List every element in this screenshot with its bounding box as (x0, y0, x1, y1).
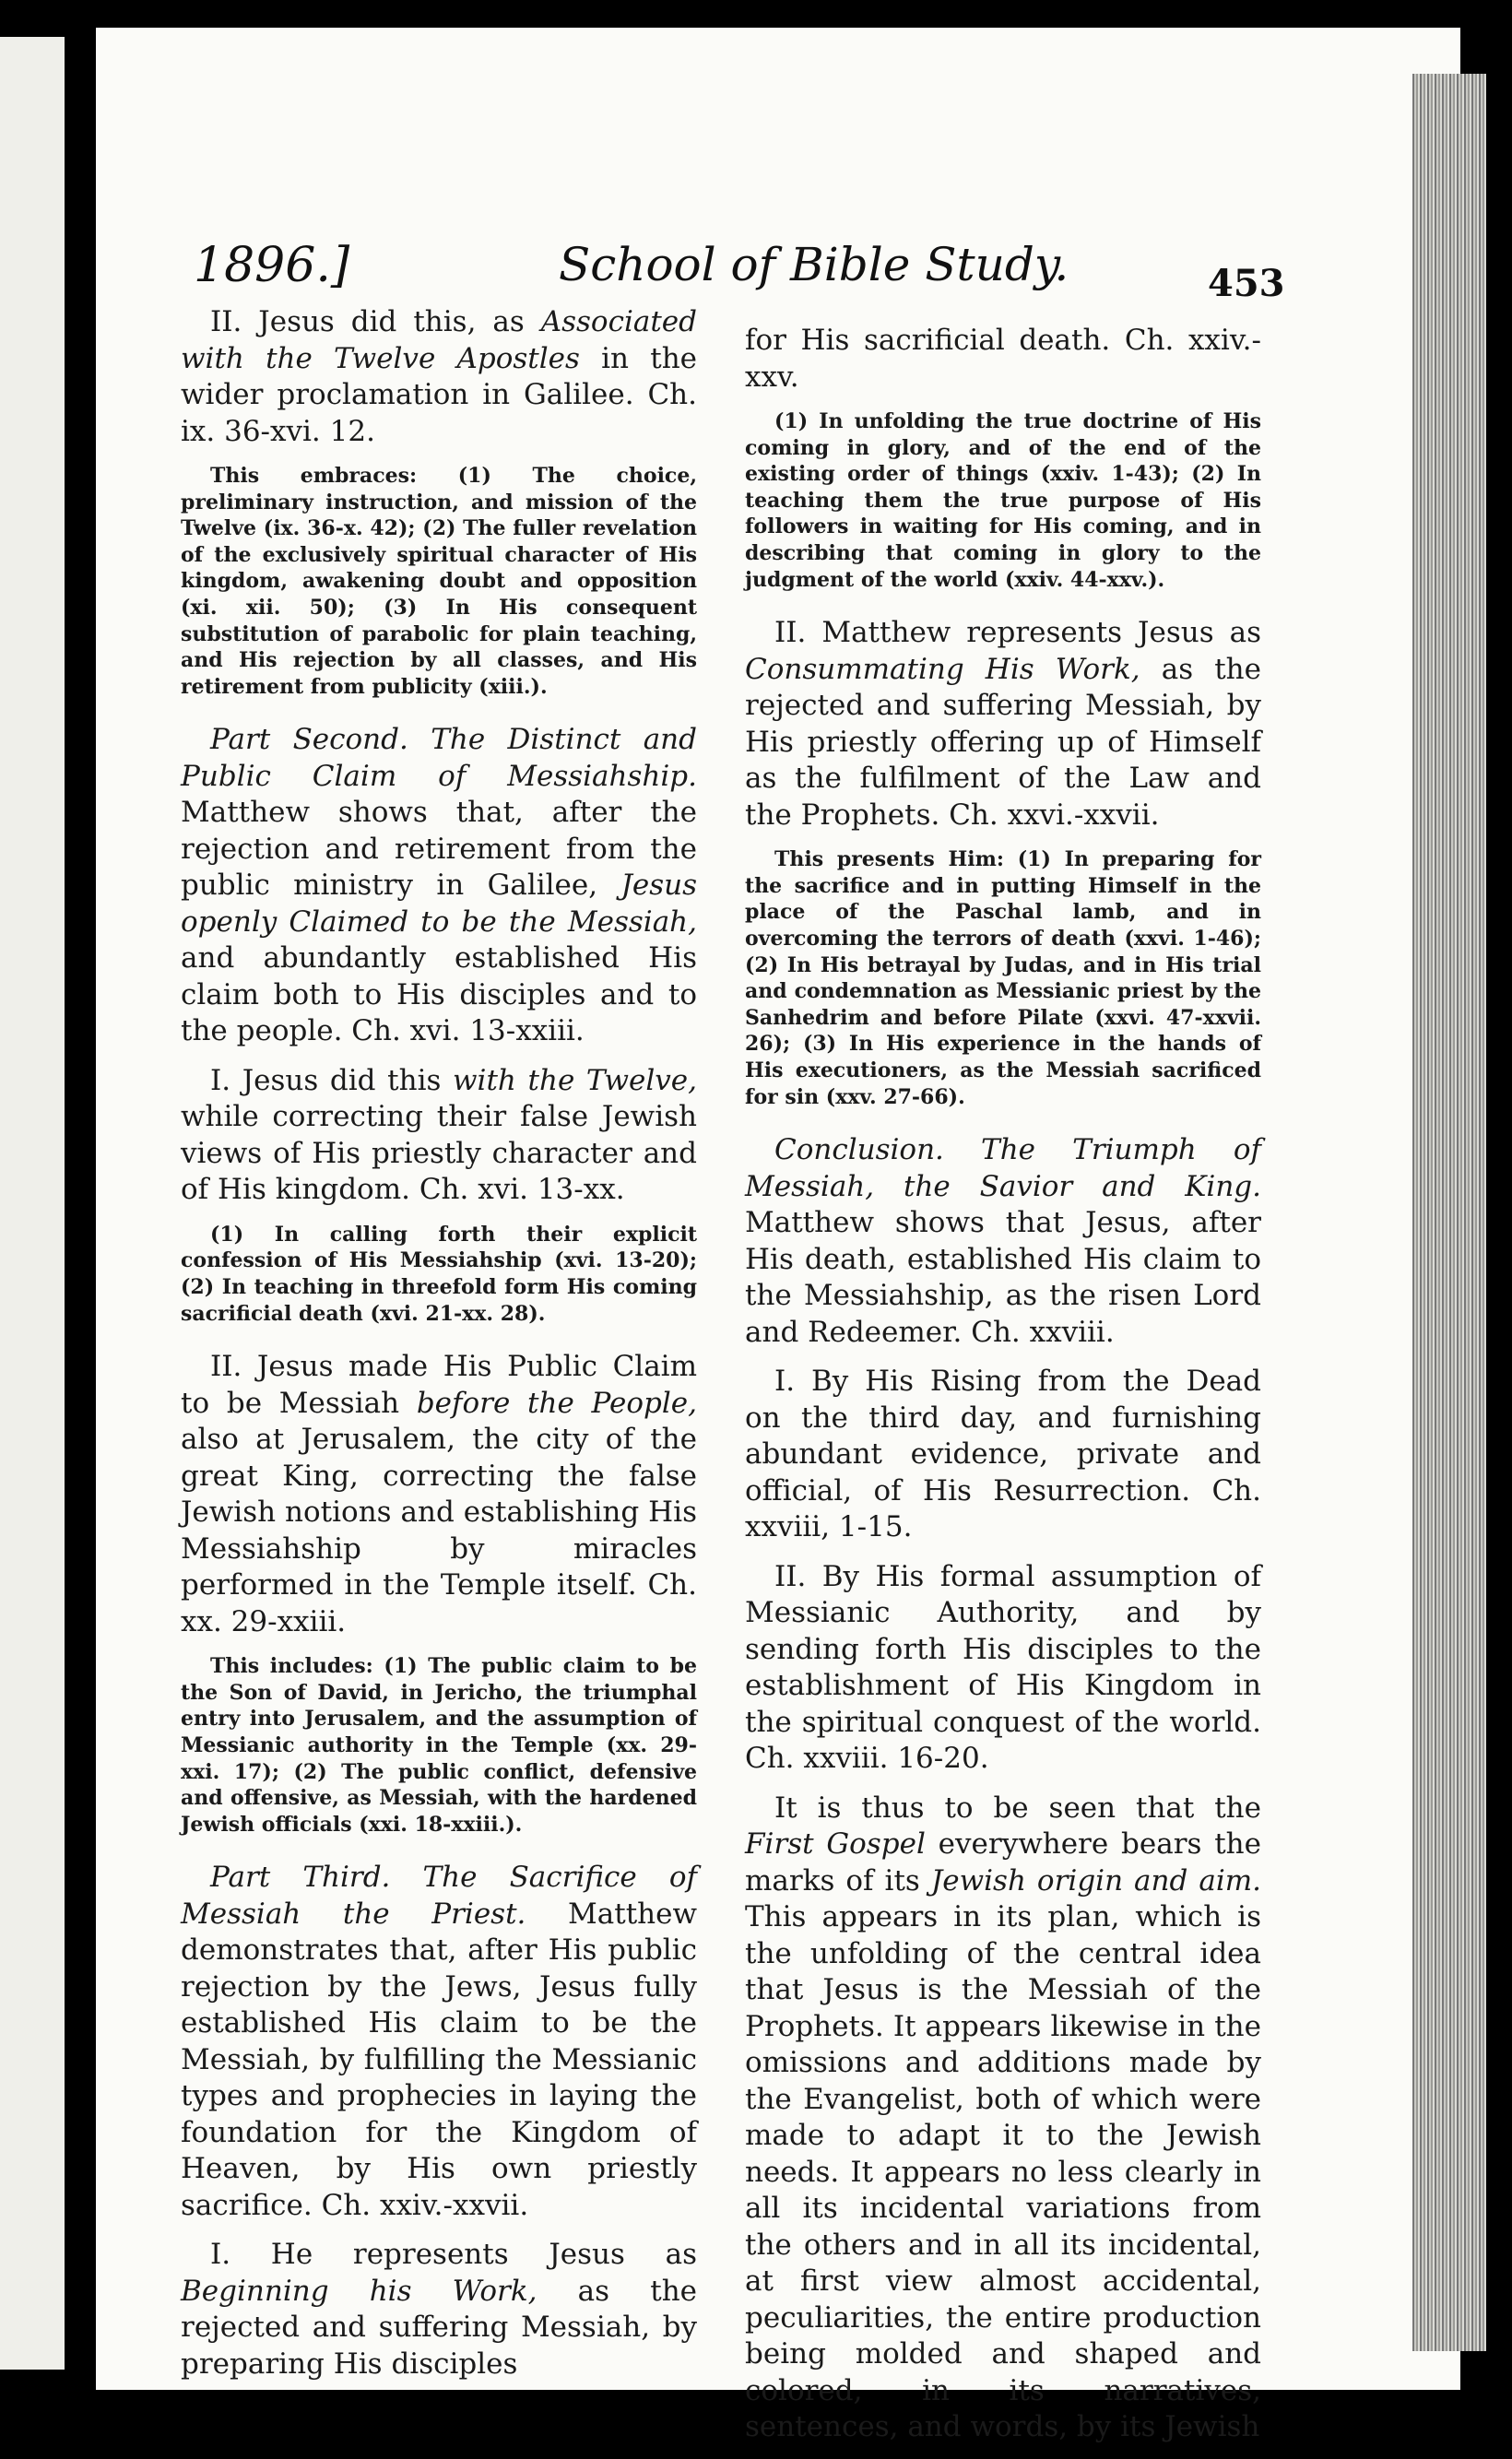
running-title: School of Bible Study. (559, 238, 1069, 291)
paragraph: II. Jesus made His Public Claim to be Messiah before the People, also at Jerusalem, the city of the great King, correcting the false Jewish notions and establishing His Messiahship by miracles performed in the Temple itself. Ch. xx. 29-xxiii. (181, 1350, 697, 1638)
footnote: (1) In unfolding the true doctrine of His coming in glory, and of the end of the existing order of things (xxiv. 1-43); (2) In teaching them the true purpose of His followers in waiting for His coming, and in describing that coming in glory to the judgment of the world (xxiv. 44-xxv.). (745, 409, 1261, 592)
paragraph: for His sacrificial death. Ch. xxiv.-xxv. (745, 324, 1261, 394)
paragraph: It is thus to be seen that the First Gospel everywhere bears the marks of its Jewish origin and aim. This appears in its plan, which is the unfolding of the central idea that Jesus is the Messiah of the Prophets. It appears likewise in the omissions and additions made by the Evangelist, both of which were made to adapt it to the Jewish needs. It appears no less clearly in all its incidental variations from the others and in all its incidental, at first view almost accidental, peculiarities, the entire production being molded and shaped and colored, in its narratives, sentences, and words, by its Jewish (745, 1791, 1261, 2444)
page-year: 1896.] (194, 238, 350, 293)
footnote: This presents Him: (1) In preparing for the sacrifice and in putting Himself in the place of the Paschal lamb, and in overcoming the terrors of death (xxvi. 1-46); (2) In His betrayal by Judas, and in His trial and condemnation as Messianic priest by the Sanhedrim and before Pilate (xxvi. 47-xxvii. 26); (3) In His experience in the hands of His executioners, as the Messiah sacrificed for sin (xxv. 27-66). (745, 847, 1261, 1109)
paragraph: II. Jesus did this, as Associated with the Twelve Apostles in the wider proclamation in Galilee. Ch. ix. 36-xvi. 12. (181, 305, 698, 448)
paragraph: II. By His formal assumption of Messianic Authority, and by sending forth His disciples to the establishment of His Kingdom in the spiritual conquest of the world. Ch. xxviii. 16-20. (745, 1559, 1261, 1776)
left-column (181, 304, 697, 2395)
paragraph: Conclusion. The Triumph of Messiah, the Savior and King. Matthew shows that Jesus, after His death, established His claim to the Messiahship, as the risen Lord and Redeemer. Ch. xxviii. (745, 1133, 1261, 1349)
paragraph: I. By His Rising from the Dead on the third day, and furnishing abundant evidence, private and official, of His Resurrection. Ch. xxviii, 1-15. (745, 1365, 1261, 1544)
paragraph: I. Jesus did this with the Twelve, while correcting their false Jewish views of His priestly character and of His kingdom. Ch. xvi. 13-xx. (181, 1063, 697, 1207)
adjacent-page-edge (0, 37, 65, 2370)
paragraph: Part Second. The Distinct and Public Claim of Messiahship. Matthew shows that, after the rejection and retirement from the public ministry in Galilee, Jesus openly Claimed to be the Messiah, and abundantly established His claim both to His disciples and to the people. Ch. xvi. 13-xxiii. (181, 723, 697, 1048)
right-column (745, 323, 1261, 2459)
footnote: (1) In calling forth their explicit confession of His Messiahship (xvi. 13-20); (2) In teaching in threefold form His coming sacrificial death (xvi. 21-xx. 28). (181, 1222, 697, 1326)
footnote: This includes: (1) The public claim to be the Son of David, in Jericho, the triumphal entry into Jerusalem, and the assumption of Messianic authority in the Temple (xx. 29-xxi. 17); (2) The public conflict, defensive and offensive, as Messiah, with the hardened Jewish officials (xxi. 18-xxiii.). (181, 1654, 697, 1837)
page-stack-edge (1412, 74, 1486, 2351)
page-number: 453 (1208, 262, 1285, 305)
footnote: This embraces: (1) The choice, preliminary instruction, and mission of the Twelve (ix. 36-x. 42); (2) The fuller revelation of the exclusively spiritual character of His kingdom, awakening doubt and opposition (xi. xii. 50); (3) In His consequent substitution of parabolic for plain teaching, and His rejection by all classes, and His retirement from publicity (xiii.). (181, 464, 697, 699)
paragraph: II. Matthew represents Jesus as Consummating His Work, as the rejected and suffering Messiah, by His priestly offering up of Himself as the fulfilment of the Law and the Prophets. Ch. xxvi.-xxvii. (745, 616, 1261, 832)
paragraph: Part Third. The Sacrifice of Messiah the Priest. Matthew demonstrates that, after His public rejection by the Jews, Jesus fully established His claim to be the Messiah, by fulfilling the Messianic types and prophecies in laying the foundation for the Kingdom of Heaven, by His own priestly sacrifice. Ch. xxiv.-xxvii. (181, 1861, 697, 2222)
paragraph: I. He represents Jesus as Beginning his Work, as the rejected and suffering Messiah, by preparing His disciples (181, 2238, 697, 2381)
